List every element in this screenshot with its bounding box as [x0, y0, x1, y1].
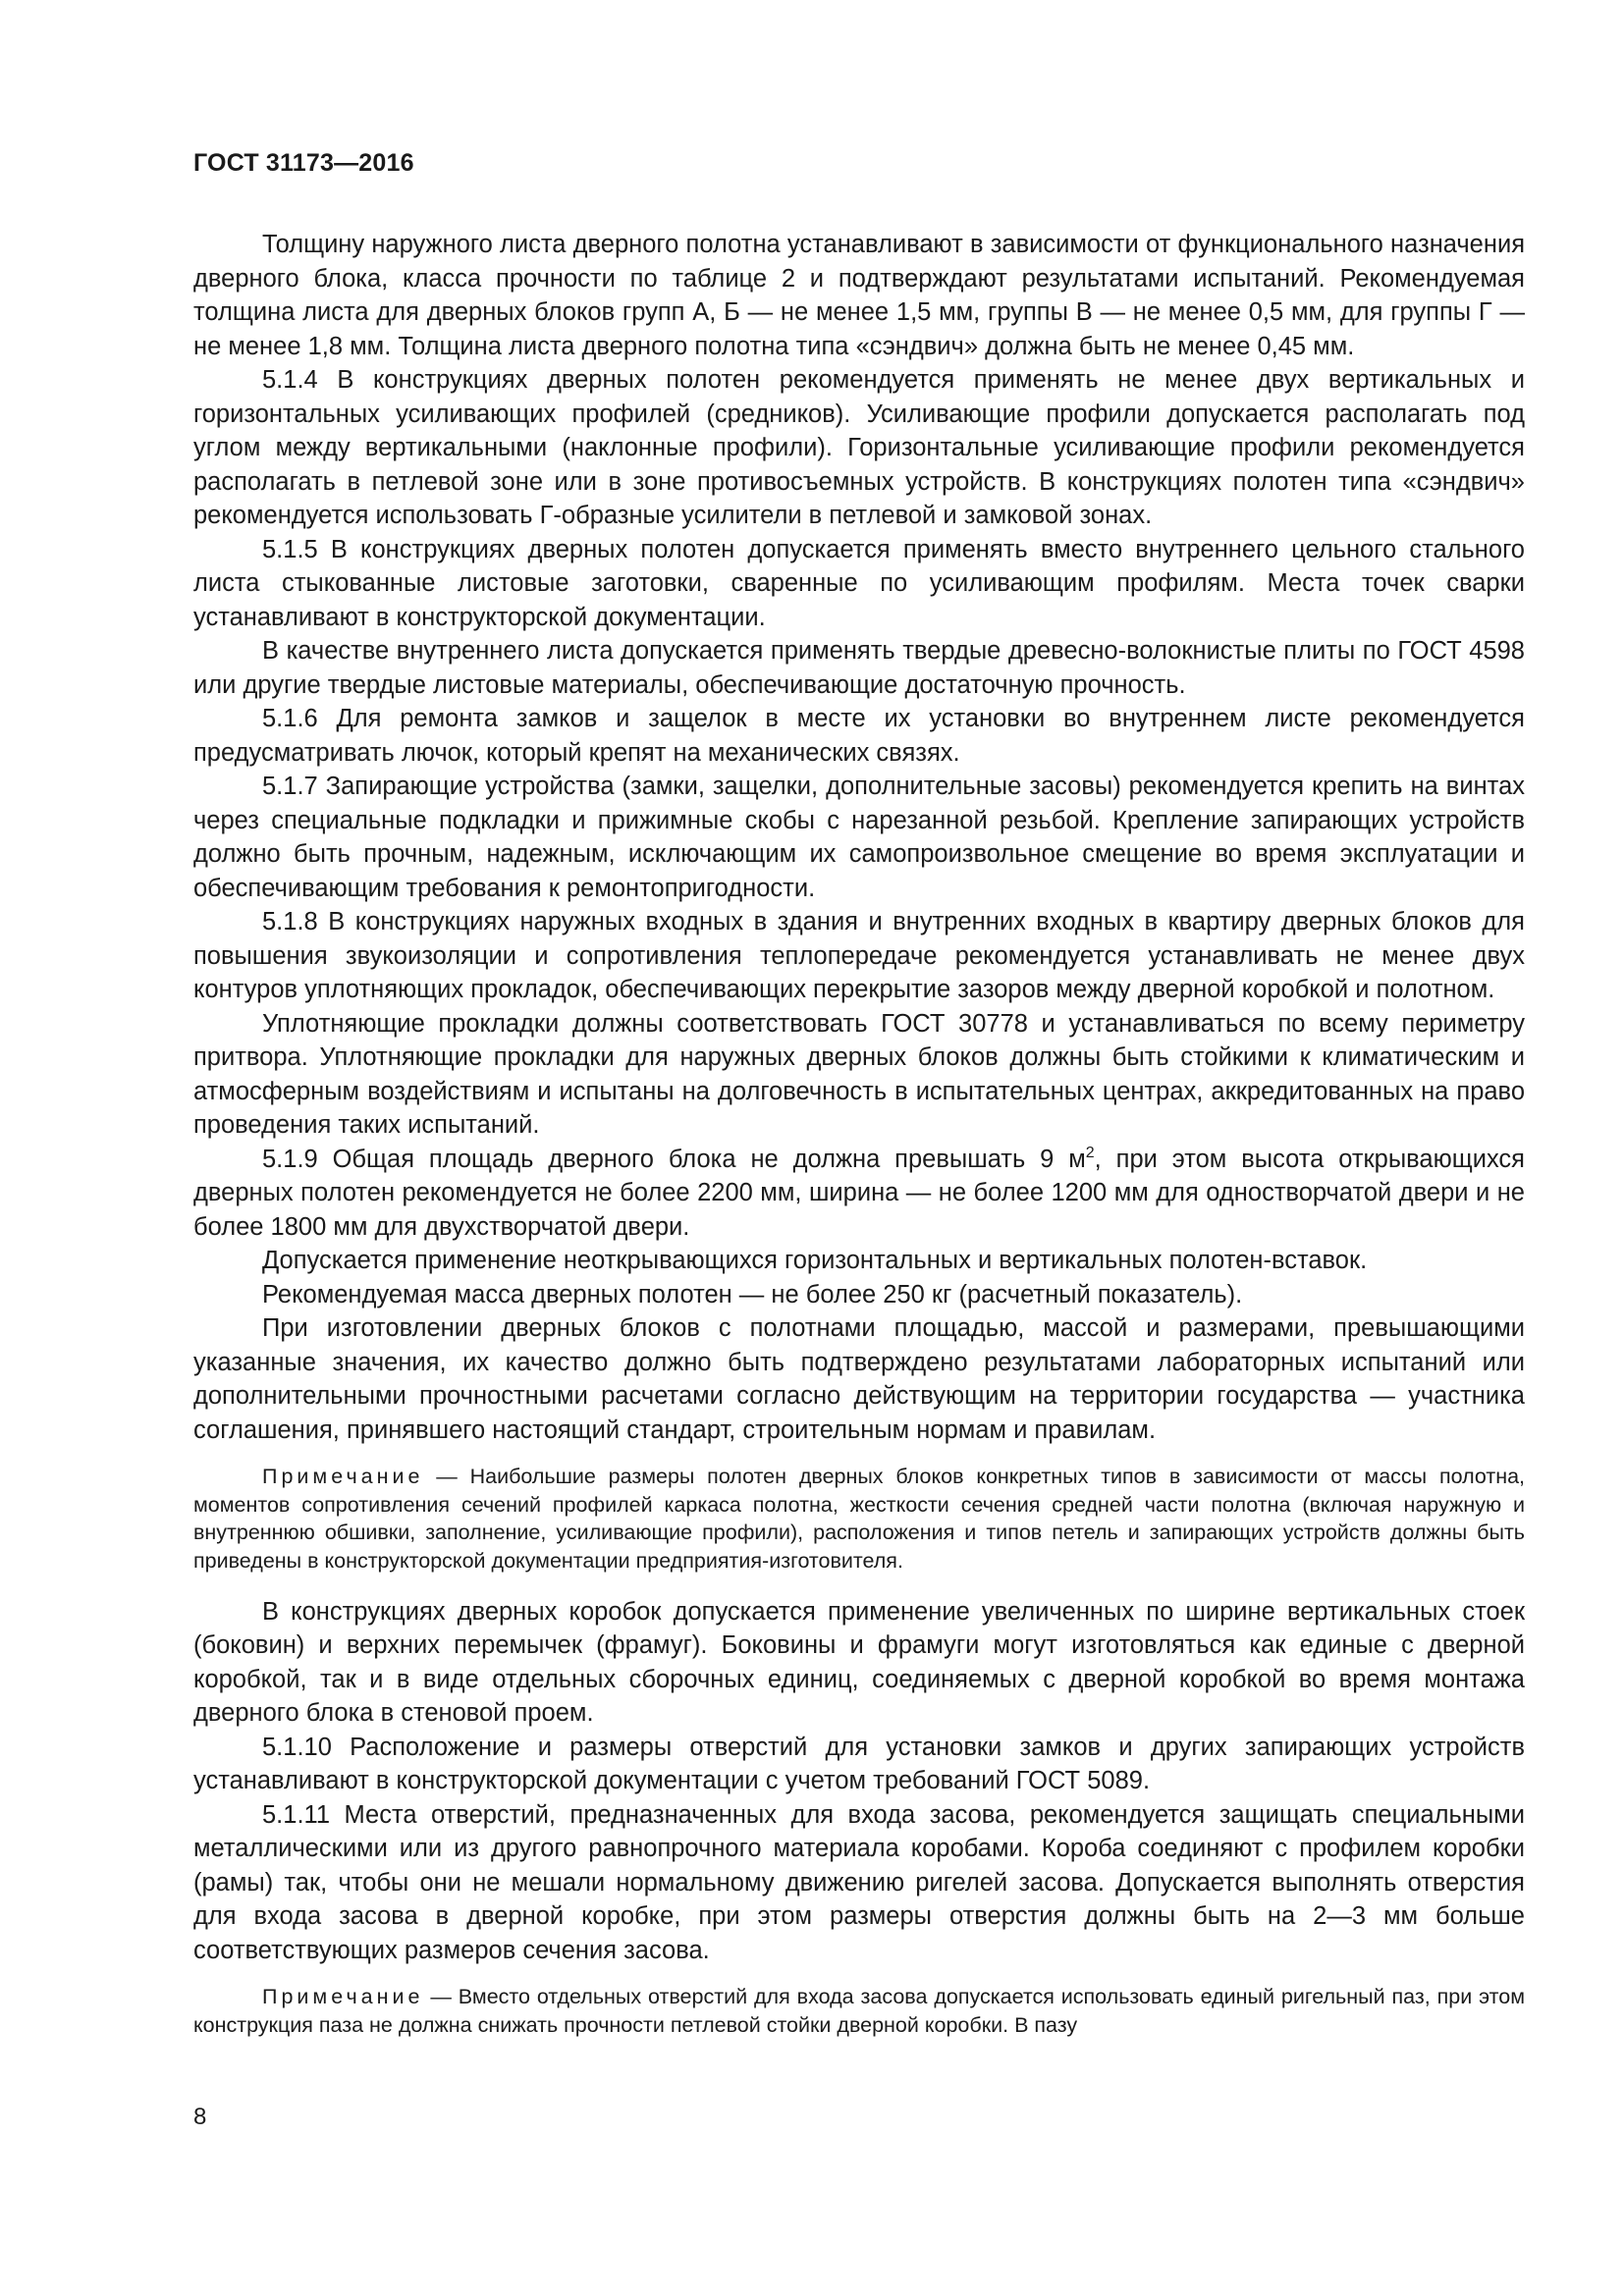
paragraph-sheet-thickness: Толщину наружного листа дверного полотна устанавливают в зависимости от функционального назначения дверного блока, класса прочности по таблице 2 и подтверждают результатами испытаний. Рекомендуемая толщина листа для дверных блоков групп А, Б — не менее 1,5 мм, группы В — не менее 0,5 мм, для группы Г — не менее 1,8 мм. Толщина листа дверного полотна типа «сэндвич» должна быть не менее 0,45 мм.	[193, 231, 1525, 360]
paragraph-5-1-4: 5.1.4 В конструкциях дверных полотен рекомендуется применять не менее двух вертикальных и горизонтальных усиливающих профилей (средников). Усиливающие профили допускается располагать под углом между вертикальными (наклонные профили). Горизонтальные усиливающие профили рекомендуется располагать в петлевой зоне или в зоне противосъемных устройств. В конструкциях полотен типа «сэндвич» рекомендуется использовать Г-образные усилители в петлевой и замковой зонах.	[193, 366, 1525, 529]
paragraph-5-1-6: 5.1.6 Для ремонта замков и защелок в месте их установки во внутреннем листе рекомендуется предусматривать лючок, который крепят на механических связях.	[193, 705, 1525, 767]
paragraph-5-1-9-start: 5.1.9 Общая площадь дверного блока не должна превышать 9 м	[262, 1145, 1086, 1173]
paragraph-5-1-7: 5.1.7 Запирающие устройства (замки, защелки, дополнительные засовы) рекомендуется крепить на винтах через специальные подкладки и прижимные скобы с нарезанной резьбой. Крепление запирающих устройств должно быть прочным, надежным, исключающим их самопроизвольное смещение во время эксплуатации и обеспечивающим требования к ремонтопригодности.	[193, 773, 1525, 902]
paragraph-seals: Уплотняющие прокладки должны соответствовать ГОСТ 30778 и устанавливаться по всему периметру притвора. Уплотняющие прокладки для наружных дверных блоков должны быть стойкими к климатическим и атмосферным воздействиям и испытаны на долговечность в испытательных центрах, аккредитованных на право проведения таких испытаний.	[193, 1009, 1525, 1139]
note-1-text: — Наибольшие размеры полотен дверных блоков конкретных типов в зависимости от массы полотна, моментов сопротивления сечений профилей каркаса полотна, жесткости сечения средней части полотна (включая наружную и внутреннюю обшивки, заполнение, усиливающие профили), расположения и типов петель и запирающих устройств должны быть приведены в конструкторской документации предприятия-изготовителя.	[193, 1465, 1525, 1574]
page-number: 8	[193, 2104, 207, 2130]
paragraph-fixed-panels: Допускается применение неоткрывающихся горизонтальных и вертикальных полотен-вставок.	[262, 1247, 1368, 1274]
note-1-label: Примечание	[262, 1465, 424, 1488]
paragraph-oversize: При изготовлении дверных блоков с полотнами площадью, массой и размерами, превышающими указанные значения, их качество должно быть подтверждено результатами лабораторных испытаний или дополнительными прочностными расчетами согласно действующим на территории государства — участника соглашения, принявшего настоящий стандарт, строительным нормам и правилам.	[193, 1314, 1525, 1444]
note-1	[193, 1463, 1525, 1575]
note-2-text: — Вместо отдельных отверстий для входа засова допускается использовать единый ригельный паз, при этом конструкция паза не должна снижать прочности петлевой стойки дверной коробки. В пазу	[193, 1985, 1525, 2038]
paragraph-5-1-10: 5.1.10 Расположение и размеры отверстий для установки замков и других запирающих устройств устанавливают в конструкторской документации с учетом требований ГОСТ 5089.	[193, 1733, 1525, 1795]
note-2-label: Примечание	[262, 1985, 424, 2009]
paragraph-5-1-8: 5.1.8 В конструкциях наружных входных в здания и внутренних входных в квартиру дверных блоков для повышения звукоизоляции и сопротивления теплопередаче рекомендуется устанавливать не менее двух контуров уплотняющих прокладок, обеспечивающих перекрытие зазоров между дверной коробкой и полотном.	[193, 908, 1525, 1003]
paragraph-5-1-9-end: , при этом высота открывающихся дверных полотен рекомендуется не более 2200 мм, ширина — не более 1200 мм для одностворчатой двери и не более 1800 мм для двухстворчатой двери.	[193, 1145, 1525, 1241]
paragraph-inner-sheet: В качестве внутреннего листа допускается применять твердые древесно-волокнистые плиты по ГОСТ 4598 или другие твердые листовые материалы, обеспечивающие достаточную прочность.	[193, 637, 1525, 699]
paragraph-5-1-9	[193, 1143, 1525, 1245]
paragraph-mass: Рекомендуемая масса дверных полотен — не более 250 кг (расчетный показатель).	[262, 1280, 1243, 1308]
document-header: ГОСТ 31173—2016	[193, 149, 414, 177]
paragraph-frames: В конструкциях дверных коробок допускается применение увеличенных по ширине вертикальных стоек (боковин) и верхних перемычек (фрамуг). Боковины и фрамуги могут изготовляться как единые с дверной коробкой, так и в виде отдельных сборочных единиц, соединяемых с дверной коробкой во время монтажа дверного блока в стеновой проем.	[193, 1597, 1525, 1728]
paragraph-5-1-5: 5.1.5 В конструкциях дверных полотен допускается применять вместо внутреннего цельного стального листа стыкованные листовые заготовки, сваренные по усиливающим профилям. Места точек сварки устанавливают в конструкторской документации.	[193, 535, 1525, 631]
superscript-2: 2	[1085, 1144, 1095, 1161]
paragraph-5-1-11: 5.1.11 Места отверстий, предназначенных для входа засова, рекомендуется защищать специальными металлическими или из другого равнопрочного материала коробами. Короба соединяют с профилем коробки (рамы) так, чтобы они не мешали нормальному движению ригелей засова. Допускается выполнять отверстия для входа засова в дверной коробке, при этом размеры отверстия должны быть на 2—3 мм больше соответствующих размеров сечения засова.	[193, 1800, 1525, 1964]
document-body	[193, 228, 1525, 2040]
note-2	[193, 1983, 1525, 2039]
